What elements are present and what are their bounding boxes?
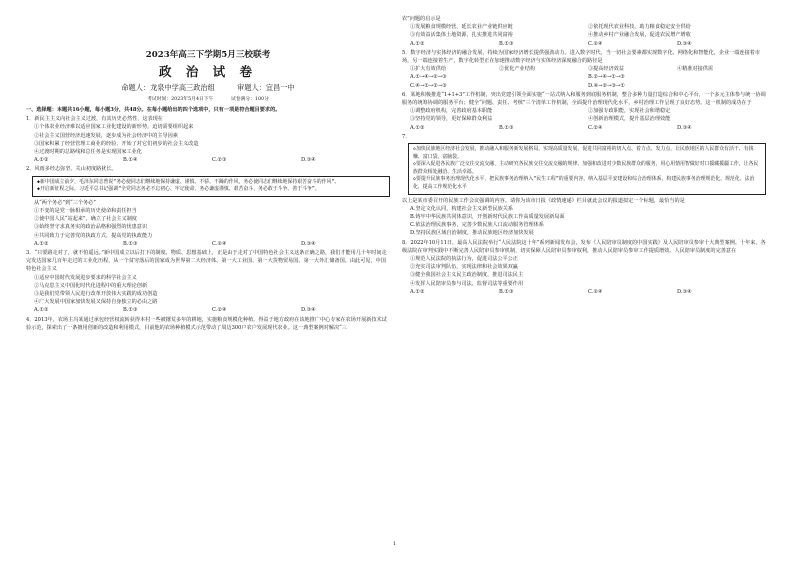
question-3 [26, 249, 390, 315]
option: ①发展粮食规模经营，延长农业产业链供应链 [410, 24, 513, 31]
section-title: 一、选择题：本题共16小题，每小题3分，共48分。在每小题给出的四个选项中，只有一项是符合题目要求的。 [26, 107, 281, 113]
exam-meta [26, 96, 390, 103]
option: ④推动乡村产业融合发展，促进农民增产增收 [588, 32, 691, 39]
option: ④发挥人民陪审员参与司法、监督司法等重要作用 [410, 280, 524, 287]
page-number: 1 [393, 541, 397, 547]
choice-a: A.①② [34, 240, 49, 247]
option: ③有效益活集体土地资源，扎实推进共同富裕 [410, 32, 513, 39]
answer-choices [26, 156, 390, 164]
choice-a: A.①② [410, 124, 425, 131]
option: ③坚持党的领导，更好保障群众利益 [410, 116, 493, 123]
choice-c: C.②③ [212, 157, 227, 164]
answer-choices [402, 73, 766, 81]
question-stem: 5．数字经济与实体经济的融合发展，持续为国家经济增长提供强劲动力。进入数字时代，当一切社会要素都实现数字化、网络化和智能化，企业一端连接着市场，另一端连接着生产，数字化转型正在加速推动数字经济与实体经济深度融合的路径是 [402, 49, 760, 65]
option: ②优化产业结构 [499, 66, 535, 73]
choice-a: A.①→④→②→③ [410, 74, 447, 81]
choice-c: C.②④ [212, 307, 227, 314]
reviewer: 审题人：宜昌一中 [237, 83, 295, 92]
option: ④广大发展中国家加快发展又保持自身独立的必由之路 [34, 299, 158, 306]
quote-line: ◇要深入促进各民族广泛交往交流交融，主动研究各民族交往交流交融的规律，加强和改进对少数民族群众的服务，用心用情用智做好对口援藏援疆工作，让各民族群众相处融洽、生活幸福。 [413, 161, 759, 175]
choice-b: B.①④ [123, 157, 138, 164]
option: ④精准对接供需 [677, 66, 713, 73]
choice-b: B.①③ [499, 124, 514, 131]
question-stem: 7． [402, 133, 411, 140]
choice-c: C.②④ [588, 288, 603, 295]
option: ③国家积累了经营管理工商业的经验，开始了对它们初步的社会主义改造 [34, 140, 199, 147]
question-8 [402, 239, 766, 296]
question-6 [402, 91, 766, 132]
question-stem: 1．新民主主义向社会主义过渡，有其历史必然性，这表现在 [26, 116, 163, 123]
option: ②使中国人民“站起来”，确立了社会主义制度 [34, 216, 137, 223]
answer-choices [402, 124, 766, 132]
choice-b: B.①③ [499, 288, 514, 295]
option: D.坚持民族区域自治制度，推动民族地区经济加快发展 [410, 230, 534, 237]
option-pair [402, 115, 766, 123]
right-column [402, 14, 766, 296]
answer-choices [402, 288, 766, 296]
choice-d: D.③④ [301, 307, 316, 314]
option: ①规范人民法院的执法行为，促进司法公平公正 [410, 256, 518, 263]
question-4-continued [402, 15, 766, 48]
choice-d: D.③④ [677, 40, 692, 47]
question-sub: 从“两个务必”到“三个务必” [34, 199, 96, 206]
quote-box [32, 176, 390, 197]
choice-c: C.②④ [588, 40, 603, 47]
choice-b: B.①③ [123, 307, 138, 314]
choice-b: B.②→④→①→③ [588, 74, 625, 81]
quote-box [408, 143, 766, 195]
quote-line: ◆开启新征程之际，习近平总书记强调“全党同志务必不忘初心、牢记使命，务必谦虚谨慎、艰苦奋斗，务必敢于斗争、善于斗争”。 [37, 186, 320, 193]
question-7 [402, 133, 766, 238]
answer-choices [402, 82, 766, 90]
choice-c: C.②④ [212, 240, 227, 247]
choice-b: B.①③ [499, 40, 514, 47]
question-stem: 农”问题的启示是 [402, 16, 441, 22]
quote-line: ◇加快民族地区经济社会发展，推动融入和服务新发展格局，实现高质量发展，促进共同富裕的切入点、着力点、发力点，让民族地区的人民群众有活干、有钱赚、富口袋、富脑袋。 [413, 146, 754, 160]
question-stem: 2．风雨多经志弥坚，关山初度路犹长。 [26, 166, 117, 173]
exam-title: 2023年高三下学期5月三校联考 [145, 50, 271, 60]
exam-score: 试卷满分：100分 [230, 97, 269, 102]
option: B.铸牢中华民族共同体意识，开创新时代民族工作高质量发展新局面 [410, 214, 565, 221]
question-sub: 以上是某市委召开的民族工作会议强调的内容。请你为该市日报《政情速递》栏目就此会议的报道拟定一个标题，最恰当的是 [402, 197, 685, 204]
option-pair [402, 23, 766, 31]
choice-d: D.③④ [677, 124, 692, 131]
option: ④过渡时期的总路线和总任务是实现国家工业化 [34, 149, 142, 156]
option: ①适应中国时代发展进步要求的科学社会主义 [34, 274, 137, 281]
option-pair [402, 31, 766, 39]
option: ③始终坚守求真务实的政治品格和强烈的忧患意识 [34, 224, 148, 231]
option: ②充实司法审判队伍，实现法律和社会效果双赢 [410, 264, 518, 271]
author: 命题人：龙泉中学高三政治组 [121, 83, 215, 92]
question-stem: 3．“只要路走对了，就不怕遥远。”新中国成立以后打下的制度、物质、思想基础上，正是由于走对了中国特色社会主义这条正确之路，我们才能用几十年时间走完发达国家几百年走过的工业化历程，从一个贫穷落后的国家成为世界第二大经济体、第一大工业国、第一大货物贸易国、第一大外汇储备国。由此可见，中国特色社会主义 [26, 250, 387, 273]
question-stem: 4．2013年，农场主冯某通过承包经营权流转获得本村一些被撂荒多年的耕地，实施粮食规模化种植。得益于地方政府在该地推广中心专家在农场开展新技术试验示范，探索出了一条擅用创新的改造和利用模式，目前他的农场种植模式示范带动了周边300户农户发展现代农业。这一典型案例对解决“三 [26, 316, 387, 331]
option: ③提高经济效益 [588, 66, 624, 73]
option: ①个体农业经济难以适应国家工业化建设的新形势，迫切需要组织起来 [34, 124, 194, 131]
option: ③是我们党带领人民进行改革开放伟大实践的成功创造 [34, 291, 158, 298]
question-5 [402, 49, 766, 90]
option: C.依法治理民族事务，完善少数民族人口流动服务管理体系 [410, 222, 544, 229]
choice-d: D.③④ [301, 157, 316, 164]
authors-line [26, 83, 390, 93]
option: ②加强专政职能，实现社会和谐稳定 [588, 108, 671, 115]
exam-subject: 政 治 试 卷 [158, 64, 258, 79]
choice-d: D.④→②→③→① [588, 82, 625, 89]
quote-line: ◇要提升民族事务治理现代化水平，把民族事务治理纳入“民生工程”的重要内容，纳入基层平安建设和综合治理体系，构建民族事务治理规范化、规范化、法治化，提高工作规范化水平 [413, 176, 755, 191]
choice-a: A.①② [34, 307, 49, 314]
question-4 [26, 316, 390, 332]
option-pair [402, 107, 766, 115]
quote-line: ◆新中国成立前夕，毛泽东同志曾说“务必使同志们继续地保持谦虚、谨慎、不骄、不躁的作风，务必使同志们继续地保持艰苦奋斗的作风”。 [37, 178, 340, 185]
answer-choices [26, 306, 390, 314]
option: ④共同致力于完善党的执政方式，提高党的执政能力 [34, 232, 153, 239]
question-1 [26, 115, 390, 164]
choice-a: A.①② [410, 40, 425, 47]
choice-d: D.③④ [677, 288, 692, 295]
option: ②马克思主义中国化时代化进程中的重大理论创新 [34, 282, 148, 289]
answer-choices [402, 40, 766, 48]
option: A.坚定文化认同，构建社会主义新型民族关系 [410, 205, 514, 212]
option: ①调整政府机构，完善政府基本职能 [410, 108, 493, 115]
option: ①不变的是党一脉相承的历史使命和责任担当 [34, 208, 137, 215]
question-stem: 6．某地积极推进“1+1+3”工作机制，突出党建引领全面实施“一站式纳入和服务到底服务机制，整合多种力量打造综合和中心平台，一个多元主体参与统一协调服务的统筹协调的服务平台；健全“问题、责任、考核”三个清单工作机制，全面提升治理现代化水平，乡村治理工作呈现了良好态势。这一机制的成功在于 [402, 91, 766, 107]
question-stem: 8．2022年10月11日，最高人民法院举行“人民法院这十年”系列新闻发布会，发布《人民陪审员制度的中国实践》及人民陪审员参审十大典型案例。十年来，各级法院在审判实践中不断完善人民陪审员参审机制，切实保障人民陪审员参审权利，推动人民陪审员参审工作提质增效。人民陪审员制度的完善意在 [402, 239, 766, 254]
exam-time: 考试时间：2023年5月4日下午 [147, 97, 214, 102]
option: ④创新治理模式，提升基层治理效能 [588, 116, 671, 123]
option: ②社会主义国营经济迅速发展，逐步成为社会经济中的主导因素 [34, 132, 178, 139]
option: ③健全我国社会主义民主政治制度，推进司法民主 [410, 272, 524, 279]
choice-d: D.③④ [301, 240, 316, 247]
choice-c: C.②④ [588, 124, 603, 131]
answer-choices [26, 240, 390, 248]
choice-a: A.①② [34, 157, 49, 164]
question-2 [26, 165, 390, 248]
choice-a: A.①② [410, 288, 425, 295]
choice-b: B.①③ [123, 240, 138, 247]
option: ①扩大有效供给 [410, 66, 446, 73]
option: ②依托现代农业科技，助力粮食稳定安全供给 [588, 24, 691, 31]
option-row [402, 65, 766, 73]
choice-c: C.④→①→②→③ [410, 82, 447, 89]
left-column [26, 14, 390, 332]
